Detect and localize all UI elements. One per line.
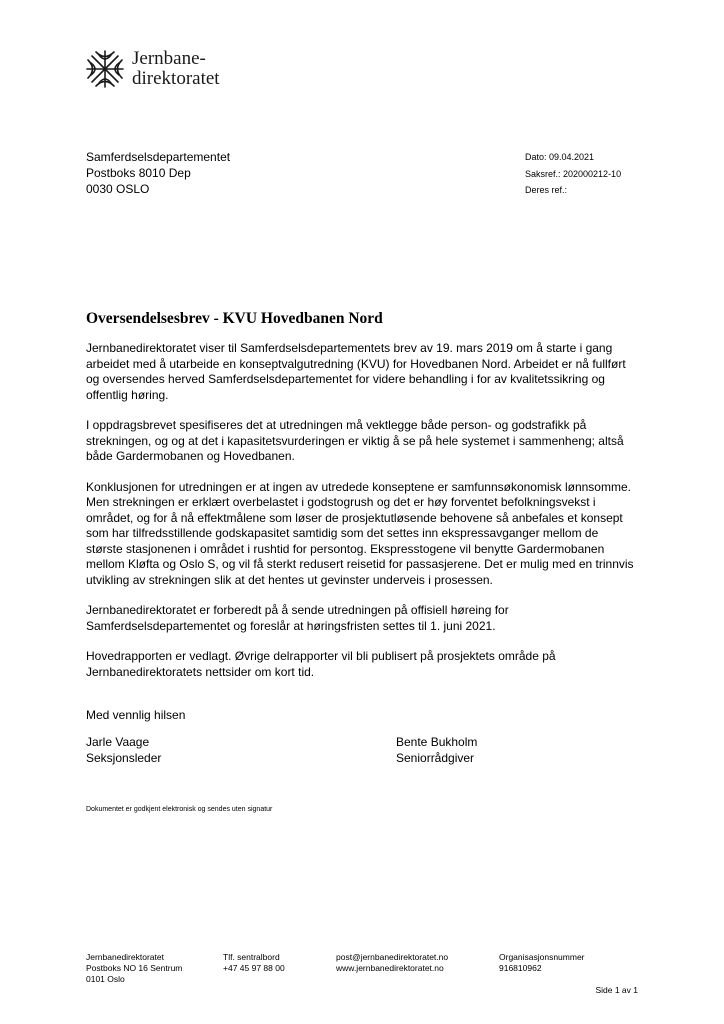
footer-phone-label: Tlf. sentralbord: [223, 952, 280, 962]
case-reference: Saksref.: 202000212-10: [525, 168, 622, 179]
footer-email: post@jernbanedirektoratet.no: [336, 952, 449, 962]
footer-phone: [223, 952, 285, 974]
footer-org-number-value: 916810962: [499, 963, 542, 973]
signer-1: [86, 734, 161, 766]
logo: [85, 49, 235, 89]
recipient-name: Samferdselsdepartementet: [86, 150, 231, 164]
logo-line-1: Jernbane-: [132, 48, 206, 69]
paragraph: I oppdragsbrevet spesifiseres det at utredningen må vektlegge både person- og godstrafikk på strekningen, og og at det i kapasitetsvurderingen er viktig å se på hele systemet i sammenheng; altså både Gardermobanen og Hovedbanen.: [86, 418, 624, 463]
signer-role: Seniorrådgiver: [396, 751, 475, 765]
signer-role: Seksjonsleder: [86, 751, 162, 765]
approval-note: Dokumentet er godkjent elektronisk og sendes uten signatur: [86, 806, 273, 813]
closing: Med vennlig hilsen: [86, 708, 186, 722]
letter-title: Oversendelsesbrev - KVU Hovedbanen Nord: [86, 310, 383, 327]
footer-org-number: [499, 952, 585, 974]
footer-phone-number: +47 45 97 88 00: [223, 963, 285, 973]
letter-body: [86, 341, 638, 695]
jernbanedirektoratet-logo-icon: [85, 49, 125, 89]
footer-org-number-label: Organisasjonsnummer: [499, 952, 585, 962]
paragraph: Jernbanedirektoratet viser til Samferdselsdepartementets brev av 19. mars 2019 om å starte i gang arbeidet med å utarbeide en konseptvalgutredning (KVU) for Hovedbanen Nord. Arbeidet er nå fullført og oversendes herved Samferdselsdepartementet for videre behandling i for av kvalitetssikring og offentlig høring.: [86, 341, 626, 402]
footer-website: www.jernbanedirektoratet.no: [336, 963, 444, 973]
signer-name: Jarle Vaage: [86, 735, 150, 749]
your-reference: Deres ref.:: [525, 185, 568, 195]
recipient-block: [86, 149, 230, 197]
logo-line-2: direktoratet: [132, 68, 220, 89]
paragraph: Hovedrapporten er vedlagt. Øvrige delrapporter vil bli publisert på prosjektets område på Jernbanedirektoratets nettsider om kort tid.: [86, 649, 556, 679]
signer-name: Bente Bukholm: [396, 735, 478, 749]
footer-address: [86, 952, 182, 985]
page-number: Side 1 av 1: [595, 985, 638, 995]
meta-block: [525, 149, 621, 199]
footer-postbox: Postboks NO 16 Sentrum: [86, 963, 183, 973]
recipient-address: Postboks 8010 Dep: [86, 166, 191, 180]
date: Dato: 09.04.2021: [525, 152, 595, 162]
recipient-postal: 0030 OSLO: [86, 182, 150, 196]
paragraph: Konklusjonen for utredningen er at ingen av utredede konseptene er samfunnsøkonomisk lønnsomme. Men strekningen er erklært overbelastet i godstogrush og det er høy forventet befolkningsvekst i området, og for å nå effektmålene som løser de prosjektutløsende behovene så anbefales et konsept som har tilfredsstillende godskapasitet samtidig som det settes inn ekspressavganger mellom de største stasjonenen i området i rushtid for persontog. Ekspresstogene vil benytte Gardermobanen mellom Kløfta og Oslo S, og vil få sterkt redusert reisetid for passasjerene. Det er mulig med en trinnvis utvikling av strekningen slik at det hentes ut gevinster underveis i prosessen.: [86, 479, 634, 587]
signer-2: [396, 734, 477, 766]
footer-contact: [336, 952, 448, 974]
footer-postal: 0101 Oslo: [86, 974, 125, 984]
paragraph: Jernbanedirektoratet er forberedt på å sende utredningen på offisiell høreing for Samferdselsdepartementet og foreslår at høringsfristen settes til 1. juni 2021.: [86, 603, 509, 633]
footer-org: Jernbanedirektoratet: [86, 952, 164, 962]
